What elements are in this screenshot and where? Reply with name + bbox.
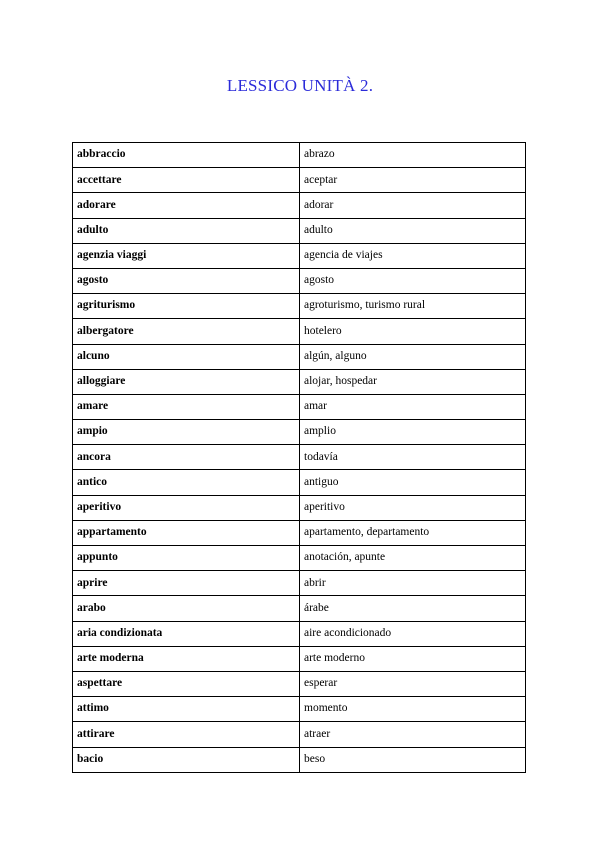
italian-term: arte moderna: [73, 646, 300, 671]
table-row: [73, 621, 526, 646]
spanish-translation: agroturismo, turismo rural: [300, 294, 526, 319]
table-row: [73, 646, 526, 671]
table-row: [73, 168, 526, 193]
spanish-translation: aceptar: [300, 168, 526, 193]
spanish-translation: adulto: [300, 218, 526, 243]
table-row: [73, 445, 526, 470]
spanish-translation: beso: [300, 747, 526, 772]
table-row: [73, 596, 526, 621]
table-row: [73, 495, 526, 520]
italian-term: accettare: [73, 168, 300, 193]
spanish-translation: anotación, apunte: [300, 546, 526, 571]
spanish-translation: amar: [300, 394, 526, 419]
table-row: [73, 571, 526, 596]
spanish-translation: apartamento, departamento: [300, 520, 526, 545]
table-row: [73, 319, 526, 344]
table-row: [73, 369, 526, 394]
italian-term: agriturismo: [73, 294, 300, 319]
spanish-translation: aire acondicionado: [300, 621, 526, 646]
spanish-translation: alojar, hospedar: [300, 369, 526, 394]
table-row: [73, 747, 526, 772]
italian-term: attimo: [73, 697, 300, 722]
italian-term: alcuno: [73, 344, 300, 369]
table-row: [73, 394, 526, 419]
italian-term: aspettare: [73, 671, 300, 696]
spanish-translation: todavía: [300, 445, 526, 470]
spanish-translation: aperitivo: [300, 495, 526, 520]
table-row: [73, 722, 526, 747]
spanish-translation: abrir: [300, 571, 526, 596]
table-row: [73, 697, 526, 722]
table-row: [73, 268, 526, 293]
vocabulary-table-body: [73, 143, 526, 773]
spanish-translation: agencia de viajes: [300, 243, 526, 268]
vocabulary-table: [72, 142, 526, 773]
table-row: [73, 143, 526, 168]
italian-term: arabo: [73, 596, 300, 621]
italian-term: adorare: [73, 193, 300, 218]
italian-term: ampio: [73, 420, 300, 445]
italian-term: attirare: [73, 722, 300, 747]
italian-term: albergatore: [73, 319, 300, 344]
spanish-translation: atraer: [300, 722, 526, 747]
table-row: [73, 671, 526, 696]
italian-term: appunto: [73, 546, 300, 571]
table-row: [73, 420, 526, 445]
table-row: [73, 344, 526, 369]
italian-term: abbraccio: [73, 143, 300, 168]
table-row: [73, 520, 526, 545]
spanish-translation: arte moderno: [300, 646, 526, 671]
italian-term: appartamento: [73, 520, 300, 545]
table-row: [73, 193, 526, 218]
italian-term: adulto: [73, 218, 300, 243]
spanish-translation: algún, alguno: [300, 344, 526, 369]
table-row: [73, 470, 526, 495]
italian-term: amare: [73, 394, 300, 419]
spanish-translation: amplio: [300, 420, 526, 445]
italian-term: aria condizionata: [73, 621, 300, 646]
spanish-translation: abrazo: [300, 143, 526, 168]
italian-term: bacio: [73, 747, 300, 772]
spanish-translation: árabe: [300, 596, 526, 621]
italian-term: agosto: [73, 268, 300, 293]
spanish-translation: agosto: [300, 268, 526, 293]
table-row: [73, 294, 526, 319]
italian-term: ancora: [73, 445, 300, 470]
spanish-translation: antiguo: [300, 470, 526, 495]
italian-term: aprire: [73, 571, 300, 596]
table-row: [73, 546, 526, 571]
spanish-translation: momento: [300, 697, 526, 722]
italian-term: antico: [73, 470, 300, 495]
table-row: [73, 243, 526, 268]
italian-term: agenzia viaggi: [73, 243, 300, 268]
spanish-translation: esperar: [300, 671, 526, 696]
italian-term: aperitivo: [73, 495, 300, 520]
italian-term: alloggiare: [73, 369, 300, 394]
page-title: LESSICO UNITÀ 2.: [226, 76, 374, 95]
spanish-translation: adorar: [300, 193, 526, 218]
table-row: [73, 218, 526, 243]
spanish-translation: hotelero: [300, 319, 526, 344]
